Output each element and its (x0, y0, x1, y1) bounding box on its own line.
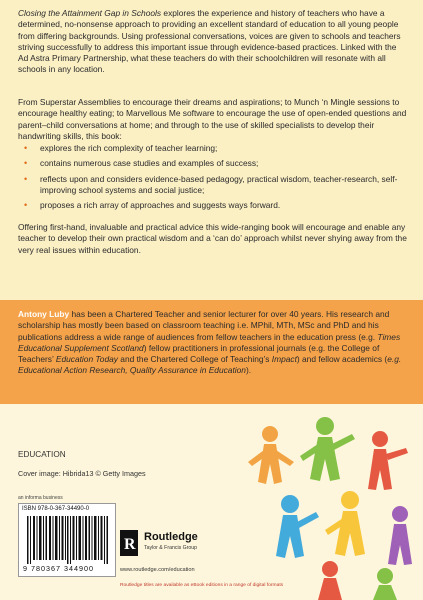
bullet-icon: • (24, 200, 28, 211)
subject-category: EDUCATION (18, 450, 66, 459)
blurb-bullet-list (18, 143, 408, 215)
list-item: • contains numerous case studies and examples of success; (24, 158, 259, 169)
blurb-paragraph-1-text: explores the experience and history of teachers who have a determined, no-nonsense approach to providing an excellent standard of education to all young people from differing backgrounds. Using professional conversations, voices are given to schools and teachers striving successfully to address this important issue through evidence-based practices. Linked with the Ad Astra Primary Partnership, what these teachers do with their schoolchildren will resonate with all schools in any location. (18, 8, 401, 75)
svg-text:R: R (124, 536, 136, 553)
author-bio: Antony Luby has been a Chartered Teacher and senior lecturer for over 40 years. His research and scholarship has mostly been based on classroom teaching i.e. MPhil, MTh, MSc and PhD and his publications address a wide range of audiences from fellow teachers in the education press (e.g. Times Educational Supplement Scotland) fellow practitioners in professional journals (e.g. the College of Teachers’ Education Today and the Chartered College of Teaching’s Impact) and fellow academics (e.g. Educational Action Research, Quality Assurance in Education). (18, 309, 402, 376)
blurb-paragraph-3: Offering first-hand, invaluable and practical advice this wide-ranging book will encourage and enable any teacher to develop their own practical wisdom and a ‘can do’ approach whilst never shying away from the very real issues within education. (18, 222, 407, 255)
publisher-logo (120, 530, 280, 556)
isbn-barcode (18, 503, 116, 577)
list-item: • reflects upon and considers evidence-based pedagogy, practical wisdom, teacher-research, self-improving school systems and social justice; (24, 173, 398, 195)
publisher-url[interactable]: www.routledge.com/education (120, 567, 195, 573)
list-item: • explores the rich complexity of teacher learning; (24, 143, 218, 153)
isbn-digits: 9 780367 344900 (23, 564, 94, 573)
cover-image-credit: Cover image: Hibrida13 © Getty Images (18, 469, 146, 478)
blurb-paragraph-2: From Superstar Assemblies to encourage their dreams and aspirations; to Munch ‘n Mingle sessions to encourage healthy eating; to Marvellous Me software to encourage the use of open-ended questions and parent–child conversations at home; and through to the use of skilled specialists to develop their handwriting skills, this book: (18, 97, 407, 141)
ebook-note: Routledge titles are available as eBook editions in a range of digital formats (120, 583, 284, 588)
bullet-icon: • (24, 158, 28, 169)
isbn-label: ISBN 978-0-367-34490-0 (22, 506, 90, 512)
running-children-illustration (230, 404, 423, 600)
informa-tagline: an informa business (18, 495, 63, 501)
bullet-icon: • (24, 143, 28, 153)
list-item: • proposes a rich array of approaches and suggests ways forward. (24, 200, 281, 211)
publisher-group: Taylor & Francis Group (144, 545, 198, 551)
blurb-paragraph-1 (18, 8, 408, 76)
author-name: Antony Luby (18, 309, 70, 319)
barcode-icon (27, 516, 109, 564)
routledge-logo-icon (120, 530, 138, 556)
publisher-name: Routledge (144, 531, 198, 543)
book-title-italic: Closing the Attainment Gap in Schools (18, 8, 162, 18)
bullet-icon: • (24, 173, 28, 184)
